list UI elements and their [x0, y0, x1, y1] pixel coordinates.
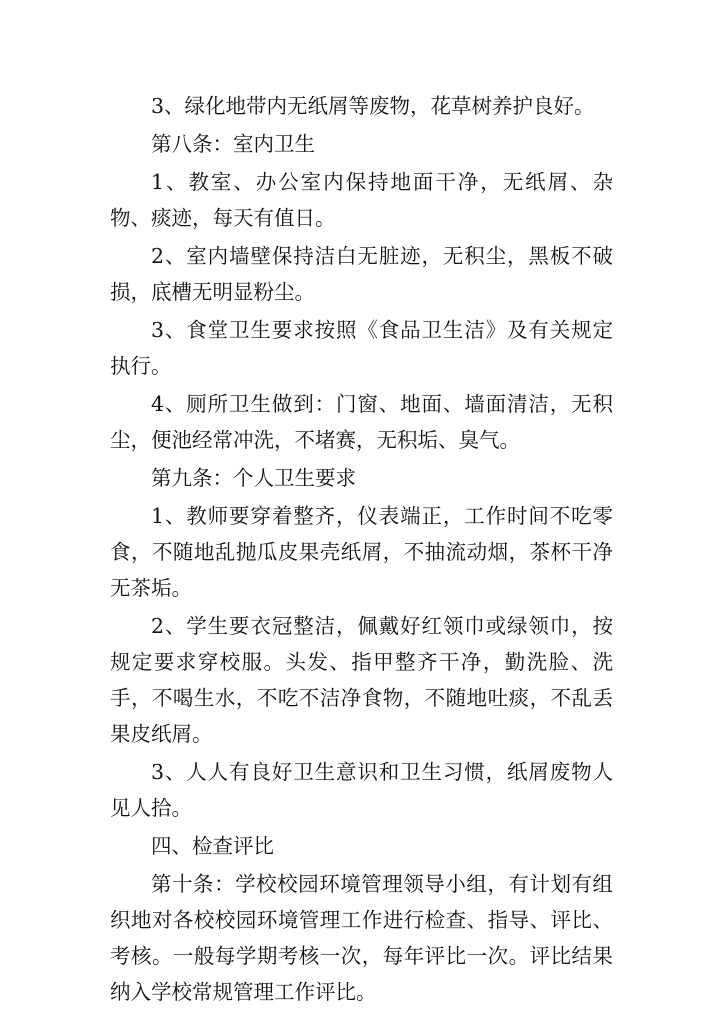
- paragraph-personal-item-1: 1、教师要穿着整齐，仪表端正，工作时间不吃零食，不随地乱抛瓜皮果壳纸屑，不抽流动烟，茶杯干净无茶垢。: [110, 504, 613, 600]
- paragraph-indoor-item-1: 1、教室、办公室内保持地面干净，无纸屑、杂物、痰迹，每天有值日。: [110, 170, 613, 230]
- paragraph-personal-item-3: 3、人人有良好卫生意识和卫生习惯，纸屑废物人见人拾。: [110, 760, 613, 820]
- paragraph-greening-item-3: 3、绿化地带内无纸屑等废物，花草树养护良好。: [151, 94, 595, 118]
- paragraph-indoor-item-3: 3、食堂卫生要求按照《食品卫生洁》及有关规定执行。: [110, 318, 613, 378]
- paragraph-personal-item-2: 2、学生要衣冠整洁，佩戴好红领巾或绿领巾，按规定要求穿校服。头发、指甲整齐干净，勤洗脸、洗手，不喝生水，不吃不洁净食物，不随地吐痰，不乱丢果皮纸屑。: [110, 614, 613, 746]
- heading-article-8: 第八条：室内卫生: [151, 132, 315, 156]
- paragraph-article-10: 第十条：学校校园环境管理领导小组，有计划有组织地对各校校园环境管理工作进行检查、指导、评比、考核。一般每学期考核一次，每年评比一次。评比结果纳入学校常规管理工作评比。: [110, 872, 613, 1004]
- paragraph-indoor-item-4: 4、厕所卫生做到：门窗、地面、墙面清洁，无积尘，便池经常冲洗，不堵赛，无积垢、臭气。: [110, 392, 613, 452]
- paragraph-indoor-item-2: 2、室内墙壁保持洁白无脏迹，无积尘，黑板不破损，底槽无明显粉尘。: [110, 244, 613, 304]
- heading-article-9: 第九条：个人卫生要求: [151, 466, 356, 490]
- document-page: [110, 88, 613, 1010]
- heading-section-4: 四、检查评比: [151, 834, 274, 858]
